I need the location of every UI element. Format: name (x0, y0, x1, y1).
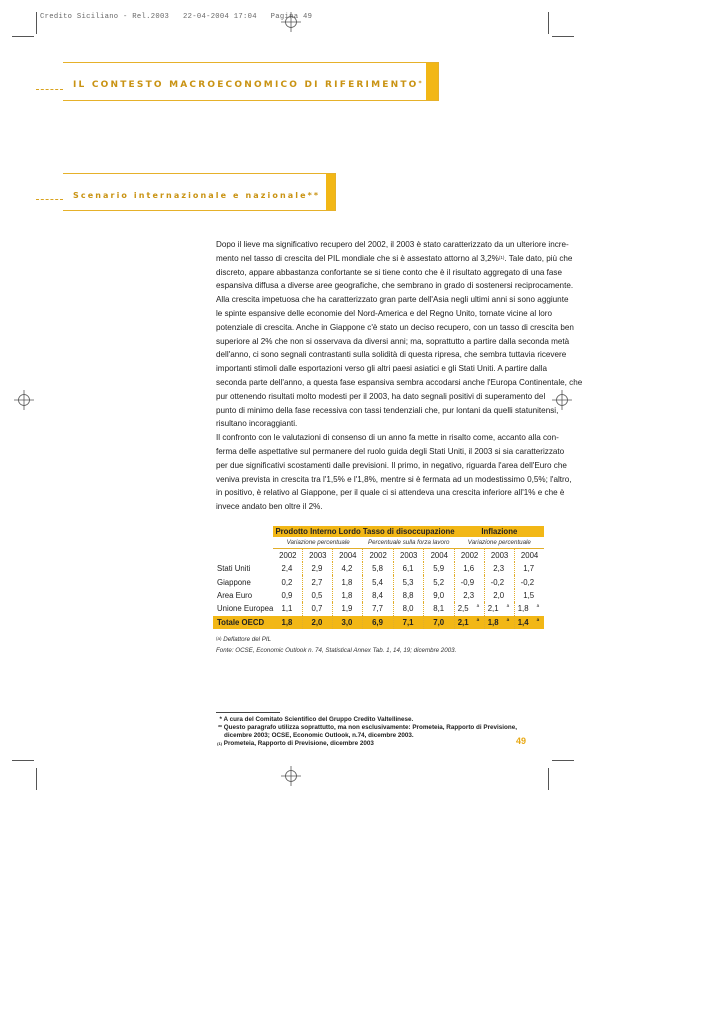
body-line: importanti stimoli dalle esportazioni verso gli altri paesi asiatici e gli Stati Uniti. A partire dalla (216, 364, 548, 374)
footnote: dicembre 2003; OCSE, Economic Outlook, n.74, dicembre 2003. (224, 732, 414, 740)
table-cell: 1,1 (273, 602, 303, 615)
subheader: Variazione percentuale (273, 537, 363, 549)
table-cell: 2,9 (303, 562, 333, 575)
body-line: risultano incoraggianti. (216, 419, 298, 429)
table-cell: 5,9 (424, 562, 455, 575)
body-line: per due significativi scostamenti dalle previsioni. Il primo, in negativo, riguarda l'area dell'Euro che (216, 460, 567, 470)
table-cell: -0,2 (520, 577, 535, 587)
table-cell: 5,2 (424, 575, 455, 588)
body-line: pur ottenendo risultati molto modesti per il 2003, ha dato segnali positivi di superamento del (216, 391, 546, 401)
table-cell: 1,9 (333, 602, 363, 615)
body-line: ferma delle aspettative sul permanere del ruolo guida degli Stati Uniti, il 2003 si sia caratterizzato (216, 446, 565, 456)
table-cell: 8,1 (424, 602, 455, 615)
year-header: 2003 (485, 549, 515, 563)
table-cell: 1,8 $^a$ (517, 603, 540, 614)
year-header: 2004 (333, 549, 363, 563)
year-header: 2003 (303, 549, 333, 563)
chapter-header-band (63, 62, 439, 101)
table-cell: 4,2 (333, 562, 363, 575)
table-cell: 8,0 (393, 602, 424, 615)
table-cell: 2,4 (273, 562, 303, 575)
table-cell: 2,7 (303, 575, 333, 588)
table-cell: 5,3 (393, 575, 424, 588)
group-header-unemployment: Tasso di disoccupazione (362, 527, 455, 536)
row-label: Stati Uniti (217, 564, 251, 574)
table-cell: 1,8 $^a$ (485, 616, 515, 629)
table-cell: 8,8 (393, 589, 424, 602)
body-line: punto di minimo della fase recessiva con tassi tendenziali che, pur lontani da quelli statunitensi, (216, 405, 559, 415)
group-header-inflation: Inflazione (455, 526, 545, 537)
table-cell: 1,8 (273, 616, 303, 629)
table-cell: 3,0 (333, 616, 363, 629)
body-line: potenziale di crescita. Anche in Giappone c'è stato un deciso recupero, con un tasso di crescita ben (216, 322, 574, 332)
table-cell: 2,0 (303, 616, 333, 629)
body-text (216, 238, 583, 514)
table-cell: 5,4 (363, 575, 394, 588)
table-cell: 1,5 (523, 590, 535, 600)
subheader: Variazione percentuale (455, 537, 545, 549)
table-cell: 5,8 (363, 562, 394, 575)
table-cell: 1,8 (333, 575, 363, 588)
table-cell: 9,0 (424, 589, 455, 602)
page-number: 49 (516, 736, 527, 746)
section-header-band (63, 173, 336, 211)
body-line: Il confronto con le valutazioni di consenso di un anno fa mette in risalto come, accanto alla con- (216, 433, 559, 443)
row-label: Totale OECD (213, 616, 273, 629)
chapter-title: IL CONTESTO MACROECONOMICO DI RIFERIMENTO* (73, 80, 424, 90)
body-line: mento nel tasso di crescita del PIL mondiale che si è assestato attorno al 3,2%$^{(1)}$. Tale dato, più che (216, 253, 573, 263)
registration-mark-top (281, 12, 301, 32)
footnotes (216, 716, 517, 747)
table-cell: 1,4 $^a$ (515, 616, 545, 629)
table-cell: 0,2 (273, 575, 303, 588)
table-row-total (213, 616, 544, 629)
body-line: seconda parte dell'anno, a questa fase espansiva sembra accodarsi anche l'Europa Continentale, che (216, 377, 583, 387)
table-cell: 2,3 (485, 562, 515, 575)
body-line: espansiva diffusa a diverse aree geografiche, che sembrano in grado di sostenersi reciprocamente. (216, 281, 574, 291)
body-line: invece andato ben oltre il 2%. (216, 502, 323, 512)
body-line: le spinte espansive delle economie del Nord-America e del Regno Unito, tornate vicine al loro (216, 308, 553, 318)
table-note-a: $^{(a)}$ Deflattore del PIL (216, 636, 272, 643)
body-line: Alla crescita impetuosa che ha caratterizzato gran parte dell'Asia negli ultimi anni si sono aggiunte (216, 295, 569, 305)
table-cell: 2,5 $^a$ (455, 602, 485, 615)
table-cell: 7,1 (393, 616, 424, 629)
year-header: 2004 (424, 549, 455, 563)
body-line: veniva prevista in crescita tra l'1,5% e l'1,8%, mentre si è fermata ad un modestissimo 0,5%; l'altro, (216, 474, 572, 484)
table-row (213, 589, 544, 602)
subheader: Percentuale sulla forza lavoro (363, 537, 455, 549)
table-cell: 2,3 (455, 589, 485, 602)
table-cell: 6,1 (393, 562, 424, 575)
body-line: dell'anno, ci sono segnali contrastanti sulla solidità di questa ripresa, che sembra tuttavia ricevere (216, 350, 567, 360)
row-label: Giappone (217, 577, 251, 587)
footnote-divider (216, 712, 280, 713)
group-header-gdp: Prodotto Interno Lordo (273, 526, 363, 537)
body-line: discreto, appare abbastanza confortante se si tiene conto che è il risultato aggregato di una fase (216, 267, 562, 277)
table-cell: 8,4 (363, 589, 394, 602)
section-title: Scenario internazionale e nazionale** (73, 191, 321, 200)
table-cell: 0,5 (303, 589, 333, 602)
footnote: * A cura del Comitato Scientifico del Gruppo Credito Valtellinese. (219, 716, 414, 723)
footnote: ** Questo paragrafo utilizza soprattutto, ma non esclusivamente: Prometeia, Rapporto di Previsione, (218, 723, 517, 731)
year-header: 2003 (393, 549, 424, 563)
table-cell: 7,0 (424, 616, 455, 629)
table-cell: 1,8 (333, 589, 363, 602)
table-source: Fonte: OCSE, Economic Outlook n. 74, Statistical Annex Tab. 1, 14, 19; dicembre 2003. (216, 646, 457, 654)
year-header: 2002 (363, 549, 394, 563)
body-line: superiore al 2% che non si osservava da diversi anni; ma, soprattutto a partire dalla seconda metà (216, 336, 570, 346)
table-notes (216, 635, 456, 656)
table-row (213, 575, 544, 588)
year-header: 2002 (455, 549, 485, 563)
table-cell: 0,7 (303, 602, 333, 615)
table-row (213, 602, 544, 615)
table-cell: 2,1 $^a$ (485, 602, 515, 615)
table-row (213, 562, 544, 575)
table-cell: 2,1 $^a$ (455, 616, 485, 629)
table-cell: 1,7 (523, 564, 535, 574)
economic-indicators-table (213, 526, 544, 629)
table-cell: 6,9 (363, 616, 394, 629)
registration-mark-left (14, 390, 34, 410)
year-header: 2004 (520, 551, 539, 560)
table-cell: -0,9 (455, 575, 485, 588)
row-label: Area Euro (217, 590, 253, 600)
table-cell: 7,7 (363, 602, 394, 615)
table-cell: 2,0 (485, 589, 515, 602)
table-cell: -0,2 (485, 575, 515, 588)
footnote: (1) Prometeia, Rapporto di Previsione, dicembre 2003 (217, 739, 374, 747)
row-label: Unione Europea (217, 604, 274, 614)
table-cell: 0,9 (273, 589, 303, 602)
body-line: Dopo il lieve ma significativo recupero del 2002, il 2003 è stato caratterizzato da un ulteriore incre- (216, 240, 569, 249)
year-header: 2002 (273, 549, 303, 563)
print-slug: Credito Siciliano - Rel.2003 22-04-2004 17:04 Pagina 49 (40, 13, 313, 21)
registration-mark-bottom (281, 766, 301, 786)
table-cell: 1,6 (455, 562, 485, 575)
body-line: in positivo, è relativo al Giappone, per il quale ci si attendeva una crescita inferiore all'1% e che è (216, 488, 565, 498)
